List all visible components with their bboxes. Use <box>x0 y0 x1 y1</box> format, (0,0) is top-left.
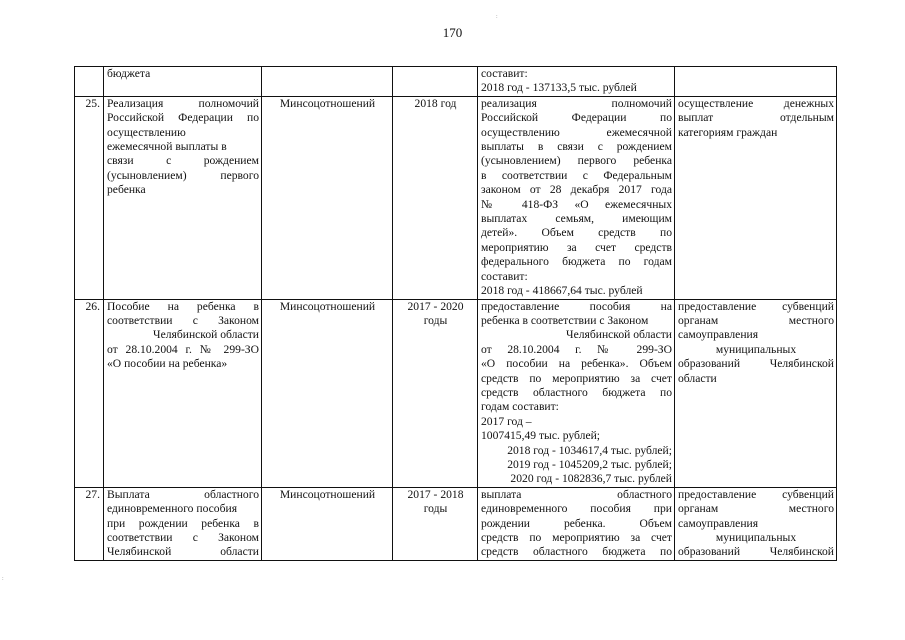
term-cell <box>393 299 478 487</box>
expected-result-line: категориям граждан <box>678 125 778 139</box>
measure-name-line: Реализация полномочий <box>107 96 259 110</box>
description-line: № 418-ФЗ «О ежемесячных <box>481 197 672 211</box>
measure-name-line: от 28.10.2004 г. № 299-ЗО <box>107 342 259 356</box>
description-line: мероприятию за счет средств <box>481 240 672 254</box>
expected-result-line: муниципальных <box>715 531 797 544</box>
description-line: реализация полномочий <box>481 96 672 110</box>
executor-cell <box>262 67 393 97</box>
term-cell <box>393 67 478 97</box>
description-line: 2020 год - 1082836,7 тыс. рублей <box>510 472 672 486</box>
expected-result-line: муниципальных <box>715 342 797 356</box>
measure-name-cell <box>104 299 262 487</box>
measure-name-line: соответствии с Законом <box>107 531 259 544</box>
expected-result-cell <box>675 487 837 560</box>
table-row <box>75 96 837 299</box>
description-line: составит: <box>481 67 528 80</box>
expected-result-line: осуществление денежных <box>678 96 834 110</box>
description-line: выплата областного <box>481 487 672 501</box>
measure-name-line: Российской Федерации по <box>107 111 259 125</box>
measure-name-line: ежемесячной выплаты в <box>107 140 227 154</box>
row-number: 26. <box>75 299 104 487</box>
row-number: 27. <box>75 487 104 560</box>
term-line: 2018 год <box>414 96 457 110</box>
description-line: федерального бюджета по годам <box>481 255 672 269</box>
description-line: 2018 год - 1034617,4 тыс. рублей; <box>507 443 672 457</box>
description-line: Челябинской области <box>566 328 672 342</box>
description-line: Российской Федерации по <box>481 111 672 125</box>
expected-result-line: образований Челябинской <box>678 545 834 559</box>
description-line: «О пособии на ребенка». Объем <box>481 357 672 371</box>
description-line: выплатах семьям, имеющим <box>481 212 672 226</box>
description-line: рождении ребенка. Объем <box>481 516 672 530</box>
row-number: 25. <box>75 96 104 299</box>
executor-cell: Минсоцотношений <box>262 96 393 299</box>
description-line: детей». Объем средств по <box>481 226 672 240</box>
term-line: годы <box>423 313 448 327</box>
measure-name-line: Пособие на ребенка в <box>107 299 259 313</box>
description-line: законом от 28 декабря 2017 года <box>481 183 672 197</box>
row-number <box>75 67 104 97</box>
measure-name-line: связи с рождением <box>107 154 259 168</box>
measures-table <box>74 66 837 561</box>
measure-name-line: при рождении ребенка в <box>107 516 259 530</box>
expected-result-line: самоуправления <box>678 516 759 530</box>
description-line: средств по мероприятию за счет <box>481 531 672 544</box>
measure-name-cell <box>104 96 262 299</box>
description-line: выплаты в связи с рождением <box>481 140 672 154</box>
measure-name-cell <box>104 487 262 560</box>
term-cell <box>393 96 478 299</box>
description-line: предоставление пособия на <box>481 299 672 313</box>
page-number: 170 <box>442 25 463 40</box>
measure-name-line: единовременного пособия <box>107 502 238 516</box>
measure-name-line: бюджета <box>107 67 151 80</box>
description-line: средств областного бюджета по <box>481 385 672 399</box>
description-line: от 28.10.2004 г. № 299-ЗО <box>481 342 672 356</box>
expected-result-cell <box>675 96 837 299</box>
expected-result-line: предоставление субвенций <box>678 487 834 501</box>
description-cell <box>478 487 675 560</box>
measure-name-line: соответствии с Законом <box>107 313 259 327</box>
term-line: 2017 - 2018 <box>407 487 464 501</box>
expected-result-cell <box>675 67 837 97</box>
description-line: осуществлению ежемесячной <box>481 125 672 139</box>
term-line: 2017 - 2020 <box>407 299 464 313</box>
measure-name-line: Выплата областного <box>107 487 259 501</box>
term-line: годы <box>423 502 448 516</box>
description-line: 2019 год - 1045209,2 тыс. рублей; <box>507 457 672 471</box>
executor-cell: Минсоцотношений <box>262 299 393 487</box>
description-line: 2017 год – <box>481 414 532 428</box>
description-line: (усыновлением) первого ребенка <box>481 154 672 168</box>
description-line: составит: <box>481 269 528 283</box>
table-body <box>75 67 837 561</box>
description-line: 2018 год - 137133,5 тыс. рублей <box>481 81 637 95</box>
description-line: годам составит: <box>481 400 559 414</box>
description-line: 1007415,49 тыс. рублей; <box>481 429 601 443</box>
measure-name-cell <box>104 67 262 97</box>
table-row <box>75 67 837 97</box>
description-cell <box>478 67 675 97</box>
expected-result-line: области <box>678 371 717 385</box>
expected-result-line: органам местного <box>678 313 834 327</box>
measure-name-line: Челябинской области <box>107 545 259 559</box>
measure-name-line: ребенка <box>107 183 146 197</box>
table-row <box>75 487 837 560</box>
measure-name-line: Челябинской области <box>153 328 259 342</box>
expected-result-line: органам местного <box>678 502 834 516</box>
expected-result-cell <box>675 299 837 487</box>
description-cell <box>478 96 675 299</box>
description-line: 2018 год - 418667,64 тыс. рублей <box>481 284 643 298</box>
scan-mark: : <box>496 14 498 20</box>
description-line: средств областного бюджета по <box>481 545 672 559</box>
expected-result-line: самоуправления <box>678 328 759 342</box>
expected-result-line: выплат отдельным <box>678 111 834 125</box>
description-line: единовременного пособия при <box>481 502 672 516</box>
description-line: средств по мероприятию за счет <box>481 371 672 385</box>
measure-name-line: «О пособии на ребенка» <box>107 357 228 371</box>
table-row <box>75 299 837 487</box>
measure-name-line: (усыновлением) первого <box>107 168 259 182</box>
expected-result-line: образований Челябинской <box>678 357 834 371</box>
scan-mark: : <box>2 576 4 582</box>
description-cell <box>478 299 675 487</box>
description-line: ребенка в соответствии с Законом <box>481 313 649 327</box>
executor-cell: Минсоцотношений <box>262 487 393 560</box>
term-cell <box>393 487 478 560</box>
description-line: в соответствии с Федеральным <box>481 168 672 182</box>
expected-result-line: предоставление субвенций <box>678 299 834 313</box>
measure-name-line: осуществлению <box>107 125 186 139</box>
